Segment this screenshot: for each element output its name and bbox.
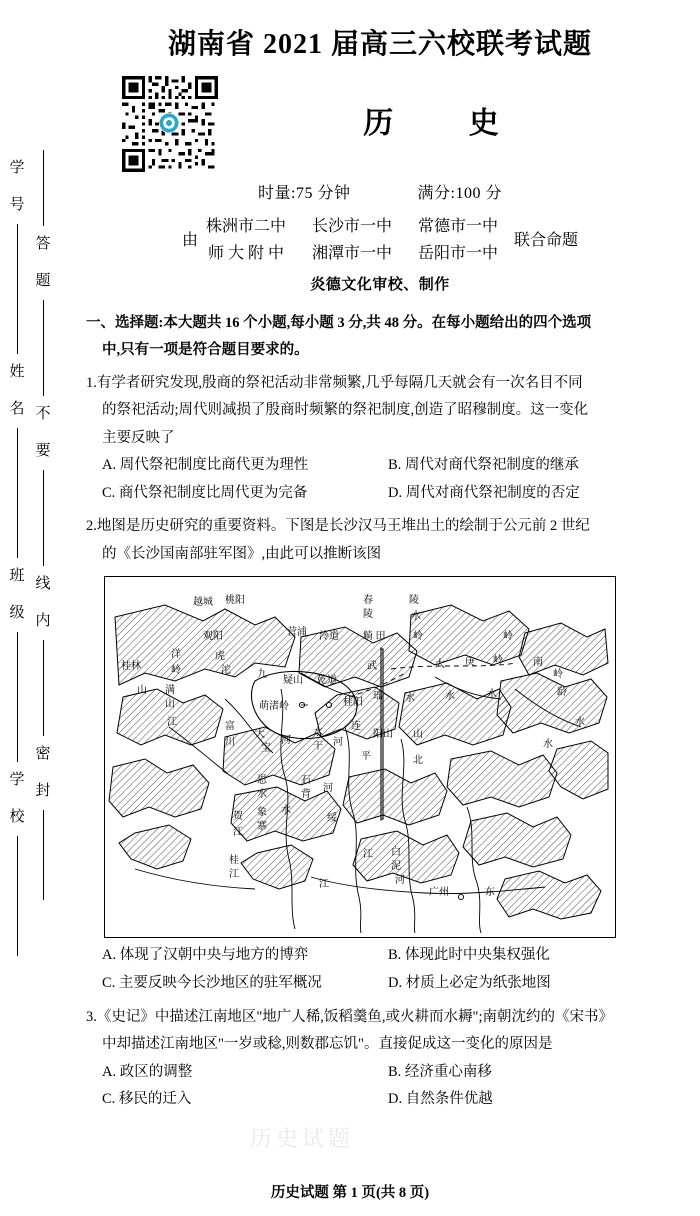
option-d[interactable]: D. 周代对商代祭祀制度的否定 (388, 484, 580, 501)
reviewer-line: 炎德文化审校、制作 (310, 277, 450, 293)
svg-text:干: 干 (313, 741, 323, 753)
svg-text:大: 大 (435, 659, 445, 671)
svg-text:川: 川 (225, 737, 235, 749)
margin-char: 校 (9, 809, 25, 825)
authoring-suffix: 联合命题 (514, 231, 579, 249)
svg-text:恩: 恩 (257, 775, 267, 787)
svg-text:水: 水 (257, 789, 267, 801)
margin-char: 要 (35, 443, 51, 459)
section-heading-line2: 中,只有一项是符合题目要求的。 (102, 341, 309, 358)
margin-rule (43, 810, 44, 900)
svg-text:瑶: 瑶 (373, 691, 383, 703)
margin-column-outer (6, 150, 28, 1110)
margin-char: 线 (35, 576, 51, 592)
question-1-text (86, 370, 674, 398)
svg-text:满: 满 (165, 685, 175, 697)
svg-text:龄: 龄 (557, 687, 567, 699)
svg-text:阳山: 阳山 (373, 729, 393, 741)
margin-rule (43, 150, 44, 226)
margin-char: 不 (35, 406, 51, 422)
margin-char: 号 (9, 197, 25, 213)
svg-text:寨: 寨 (257, 821, 267, 833)
question-line: 主要反映了 (102, 429, 175, 446)
svg-text:白: 白 (391, 847, 401, 859)
svg-text:陵: 陵 (363, 609, 373, 621)
section-heading (86, 310, 674, 364)
svg-text:桂阳: 桂阳 (343, 697, 363, 709)
option-d[interactable]: D. 材质上必定为纸张地图 (388, 975, 551, 991)
svg-text:石: 石 (301, 775, 311, 787)
svg-text:水: 水 (313, 727, 323, 739)
margin-rule (17, 428, 18, 558)
svg-text:江: 江 (363, 849, 373, 861)
svg-text:富: 富 (225, 721, 235, 733)
school-name: 岳阳市一中 (418, 245, 499, 262)
question-1 (86, 370, 674, 453)
margin-char: 姓 (9, 364, 25, 380)
option-a[interactable]: A. 体现了汉朝中央与地方的博弈 (102, 947, 309, 964)
subject-title: 历 史 (363, 107, 533, 140)
margin-char: 内 (35, 613, 51, 629)
authoring-schools (86, 213, 674, 263)
svg-text:岭: 岭 (503, 631, 513, 643)
qr-code-icon (122, 76, 218, 172)
school-name: 株洲市二中 (205, 218, 286, 235)
svg-text:宝: 宝 (261, 743, 271, 755)
svg-text:岭: 岭 (171, 665, 181, 677)
margin-rule (17, 632, 18, 762)
svg-text:南: 南 (533, 657, 543, 669)
margin-column-middle (32, 150, 54, 1110)
svg-text:萌渚岭: 萌渚岭 (259, 701, 289, 713)
svg-text:觭 田: 觭 田 (363, 631, 386, 643)
svg-text:桂: 桂 (229, 855, 239, 867)
svg-text:岭: 岭 (553, 669, 563, 681)
svg-text:水: 水 (281, 805, 291, 817)
section-heading-line1: 一、选择题:本大题共 16 个小题,每小题 3 分,共 48 分。在每小题给出的四个选项 (86, 315, 592, 331)
svg-text:水: 水 (487, 689, 497, 701)
question-2-options (86, 942, 674, 997)
option-b[interactable]: B. 体现此时中央集权强化 (388, 947, 550, 964)
svg-text:河: 河 (395, 875, 405, 887)
svg-text:庚: 庚 (465, 657, 475, 669)
svg-text:岭: 岭 (493, 655, 503, 667)
school-grid (206, 213, 498, 263)
question-3-options (86, 1059, 674, 1114)
svg-text:疑山: 疑山 (283, 675, 303, 687)
svg-text:岭: 岭 (413, 631, 423, 643)
left-margin-strip (0, 150, 70, 1110)
option-c[interactable]: C. 商代祭祀制度比周代更为完备 (102, 484, 308, 501)
svg-text:观阳: 观阳 (203, 631, 223, 643)
figure-military-map (104, 576, 616, 938)
margin-char: 密 (35, 746, 51, 762)
svg-text:泠道: 泠道 (319, 631, 339, 643)
authoring-prefix: 由 (181, 231, 198, 249)
watermark: 历史试题 (250, 1126, 355, 1151)
margin-rule (17, 836, 18, 956)
svg-text:江: 江 (319, 879, 329, 891)
svg-text:水: 水 (405, 693, 415, 705)
margin-char: 班 (9, 568, 25, 584)
option-b[interactable]: B. 经济重心南移 (388, 1063, 492, 1080)
question-number: 1. (86, 374, 97, 391)
svg-text:广州: 广州 (429, 887, 449, 899)
svg-text:绥: 绥 (327, 813, 337, 825)
option-c[interactable]: C. 移民的迁入 (102, 1091, 192, 1108)
margin-char: 名 (9, 401, 25, 417)
question-line: 有学者研究发现,殷商的祭祀活动非常频繁,几乎每隔几天就会有一次名目不同 (96, 374, 583, 391)
svg-text:沱: 沱 (221, 665, 231, 677)
svg-text:陵: 陵 (409, 595, 419, 607)
svg-text:大: 大 (255, 729, 265, 741)
svg-text:山: 山 (137, 685, 147, 697)
question-line: 中却描述江南地区"一岁或稔,则数郡忘饥"。直接促成这一变化的原因是 (102, 1036, 553, 1053)
margin-char: 学 (9, 160, 25, 176)
svg-text:江: 江 (167, 717, 177, 729)
svg-text:越城: 越城 (193, 597, 213, 609)
option-c[interactable]: C. 主要反映今长沙地区的驻军概况 (102, 975, 322, 991)
question-2 (86, 513, 674, 568)
document-body (86, 0, 674, 1114)
svg-text:江: 江 (229, 869, 239, 881)
margin-char: 封 (35, 783, 51, 799)
duration-label: 时量:75 分钟 (258, 185, 351, 202)
margin-char: 级 (9, 605, 25, 621)
svg-text:河: 河 (281, 735, 291, 747)
svg-text:春: 春 (363, 595, 373, 607)
svg-text:北: 北 (413, 755, 423, 767)
header-row (86, 76, 674, 176)
svg-text:桂林: 桂林 (121, 661, 141, 673)
option-d[interactable]: D. 自然条件优越 (388, 1091, 493, 1108)
option-a[interactable]: A. 政区的调整 (102, 1063, 193, 1080)
question-line: 的《长沙国南部驻军图》,由此可以推断该图 (102, 545, 382, 562)
svg-text:九: 九 (257, 669, 267, 681)
school-name: 长沙市一中 (311, 218, 392, 235)
question-3 (86, 1004, 674, 1059)
margin-char: 学 (9, 772, 25, 788)
score-label: 满分:100 分 (417, 185, 502, 202)
svg-text:虎: 虎 (215, 651, 225, 663)
margin-rule (43, 300, 44, 396)
svg-text:河: 河 (323, 783, 333, 795)
map-graphic (105, 577, 612, 934)
school-name: 常德市一中 (418, 218, 499, 235)
option-a[interactable]: A. 周代祭祀制度比商代更为理性 (102, 457, 309, 474)
svg-text:背: 背 (301, 789, 311, 801)
svg-text:河: 河 (333, 737, 343, 749)
question-2-text (86, 513, 674, 541)
svg-text:乾道: 乾道 (317, 675, 337, 687)
question-number: 2. (86, 518, 97, 535)
school-name: 师 大 附 中 (207, 245, 284, 262)
svg-text:水: 水 (543, 739, 553, 751)
svg-text:营浦: 营浦 (287, 627, 307, 639)
svg-text:武: 武 (367, 661, 377, 673)
question-line: 的祭祀活动;周代则减损了殷商时频繁的祭祀制度,创造了昭穆制度。这一变化 (102, 402, 589, 419)
question-1-options (86, 452, 674, 507)
svg-text:江: 江 (233, 827, 243, 839)
question-number: 3. (86, 1008, 97, 1025)
svg-text:东: 东 (485, 887, 495, 899)
svg-text:水: 水 (411, 611, 421, 623)
school-name: 湘潭市一中 (311, 245, 392, 262)
exam-info-line (86, 180, 674, 203)
page-title: 湖南省 2021 届高三六校联考试题 (167, 29, 592, 60)
svg-text:水: 水 (575, 717, 585, 729)
margin-rule (17, 224, 18, 354)
question-line: 《史记》中描述江南地区"地广人稀,饭稻羹鱼,或火耕而水耨";南朝沈约的《宋书》 (96, 1008, 613, 1025)
margin-char: 答 (35, 236, 51, 252)
question-line: 地图是历史研究的重要资料。下图是长沙汉马王堆出土的绘制于公元前 2 世纪 (96, 518, 590, 535)
margin-rule (43, 640, 44, 736)
margin-char: 题 (35, 273, 51, 289)
svg-text:桃阳: 桃阳 (225, 595, 245, 607)
svg-text:连: 连 (351, 721, 361, 733)
svg-text:象: 象 (257, 807, 267, 819)
svg-text:泥: 泥 (391, 861, 401, 873)
svg-text:贺: 贺 (233, 811, 243, 823)
page-footer: 历史试题 第 1 页(共 8 页) (270, 1185, 430, 1201)
svg-text:洋: 洋 (171, 649, 181, 661)
svg-text:山: 山 (165, 699, 175, 711)
svg-text:平: 平 (361, 751, 371, 763)
option-b[interactable]: B. 周代对商代祭祀制度的继承 (388, 457, 579, 474)
margin-rule (43, 470, 44, 566)
svg-text:山: 山 (413, 729, 423, 741)
svg-text:水: 水 (445, 691, 455, 703)
question-3-text (86, 1004, 674, 1032)
